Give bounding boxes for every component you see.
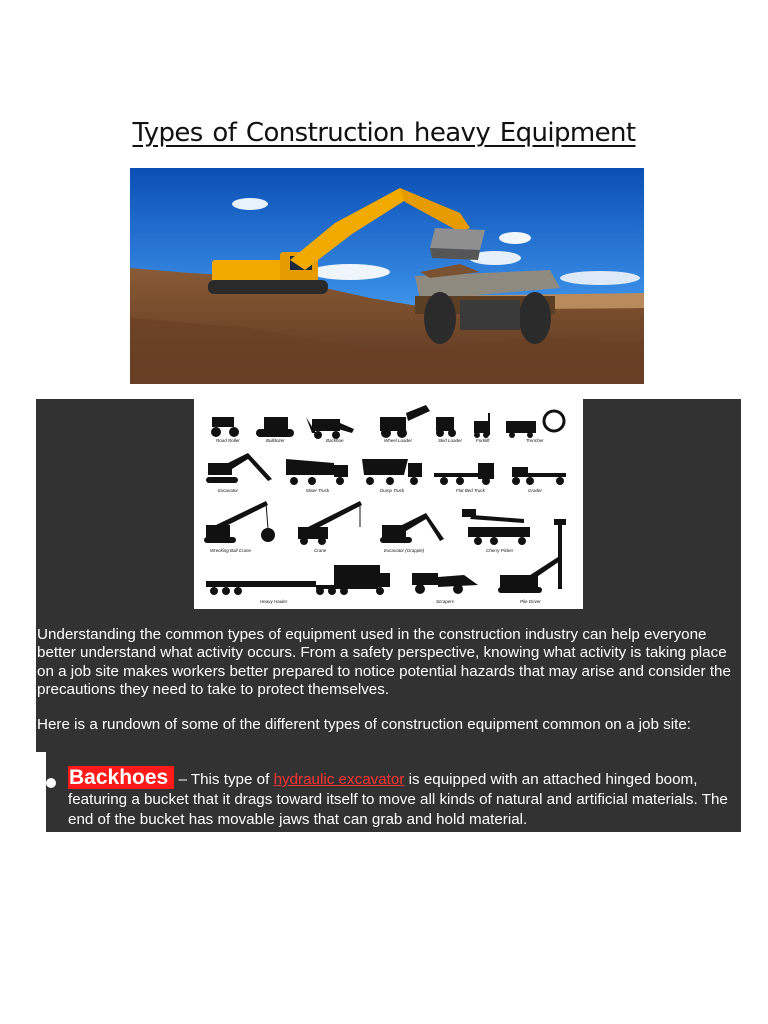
forklift-icon bbox=[474, 413, 490, 443]
flat-bed-truck-icon bbox=[434, 463, 494, 493]
equipment-label: Heavy Hauler bbox=[260, 599, 288, 604]
equipment-label: Forklift bbox=[476, 438, 490, 443]
hydraulic-excavator-link[interactable]: hydraulic excavator bbox=[273, 771, 405, 788]
bullet-point-icon bbox=[46, 778, 56, 788]
equipment-label: Grader bbox=[528, 488, 543, 493]
scrapers-icon bbox=[412, 573, 478, 604]
equipment-label: Excavator (Grapple) bbox=[384, 548, 425, 553]
equipment-label: Skid Loader bbox=[438, 438, 463, 443]
page-title: Types of Construction heavy Equipment bbox=[132, 118, 636, 148]
cherry-picker-icon bbox=[462, 509, 530, 553]
equipment-label: Road Roller bbox=[216, 438, 240, 443]
backhoe-icon bbox=[306, 417, 354, 443]
dump-truck-icon bbox=[362, 459, 422, 493]
equipment-label: Excavator bbox=[218, 488, 239, 493]
hero-photo-excavator bbox=[130, 168, 644, 384]
equipment-icons-chart bbox=[194, 399, 583, 609]
wrecking-ball-crane-icon bbox=[204, 501, 275, 553]
equipment-label: Dump Truck bbox=[380, 488, 405, 493]
bullet-lead-text: – This type of bbox=[174, 771, 274, 788]
equipment-label: Bulldozer bbox=[266, 438, 285, 443]
equipment-label: Flat Bed Truck bbox=[456, 488, 485, 493]
equipment-label: Backhoe bbox=[326, 438, 344, 443]
excavator-grapple-icon bbox=[380, 513, 444, 553]
bullet-description-text: is equipped with an attached hinged boom, featuring a bucket that it drags toward itself to move all kinds of natural and artificial materials. The end of the bucket has movable jaws that can grab and hold material. bbox=[68, 771, 728, 828]
mixer-truck-icon bbox=[286, 459, 348, 493]
intro-paragraph: Understanding the common types of equipment used in the construction industry can help everyone better understand what activity occurs. From a safety perspective, knowing what activity is taking place on a job site makes workers better prepared to notice potential hazards that may arise and consider the precautions they need to take to protect themselves. bbox=[37, 626, 731, 699]
equipment-label: Cherry Picker bbox=[486, 548, 514, 553]
road-roller-icon bbox=[211, 417, 240, 443]
trencher-icon bbox=[506, 411, 564, 443]
equipment-label: Mixer Truck bbox=[306, 488, 330, 493]
bullet-item-backhoes bbox=[68, 768, 740, 830]
equipment-label: Trencher bbox=[526, 438, 544, 443]
equipment-label: Wheel Loader bbox=[384, 438, 413, 443]
skid-loader-icon bbox=[436, 417, 463, 443]
bulldozer-icon bbox=[256, 417, 294, 443]
rundown-paragraph: Here is a rundown of some of the different types of construction equipment common on a job site: bbox=[37, 716, 691, 733]
equipment-label: Scrapers bbox=[436, 599, 455, 604]
excavator-icon bbox=[206, 453, 272, 493]
crane-icon bbox=[298, 501, 362, 553]
bullet-term-highlight: Backhoes bbox=[68, 766, 174, 789]
equipment-label: Pile Driver bbox=[520, 599, 541, 604]
equipment-label: Wrecking Ball Crane bbox=[210, 548, 252, 553]
heavy-hauler-icon bbox=[206, 565, 390, 604]
equipment-label: Crane bbox=[314, 548, 327, 553]
wheel-loader-icon bbox=[380, 405, 430, 443]
grader-icon bbox=[512, 467, 566, 493]
